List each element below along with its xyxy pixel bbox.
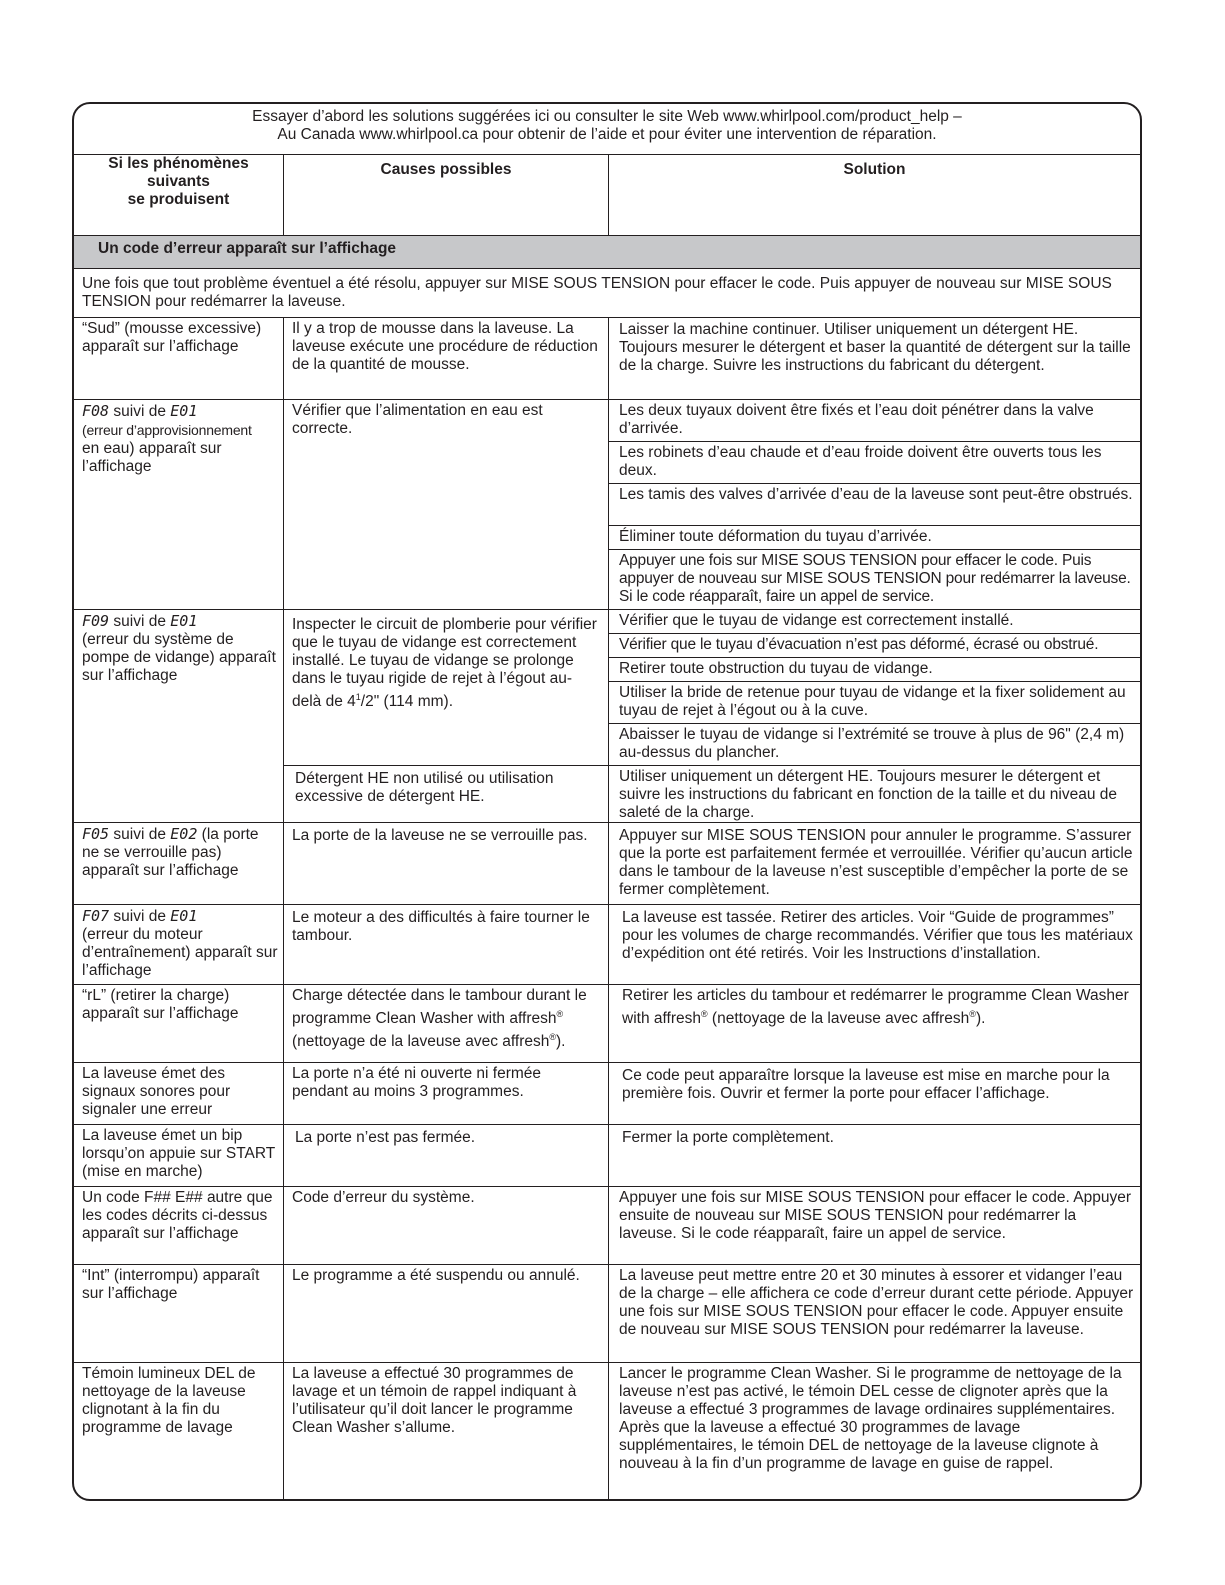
solution-item: Retirer toute obstruction du tuyau de vidange. bbox=[609, 658, 1140, 682]
solution-cell bbox=[609, 400, 1140, 610]
table-row bbox=[74, 400, 1140, 610]
cause-cell: La porte n’est pas fermée. bbox=[284, 1125, 609, 1187]
solution-cell: La laveuse est tassée. Retirer des articles. Voir “Guide de programmes” pour les volumes de charge recommandés. Vérifier que tous les matériaux d’expédition ont été retirés. Voir les Instructions d’installation. bbox=[609, 905, 1140, 985]
troubleshooting-page bbox=[72, 102, 1138, 1501]
error-code: F05 bbox=[82, 825, 110, 843]
header-solution: Solution bbox=[609, 155, 1140, 236]
solution-item: Utiliser la bride de retenue pour tuyau de vidange et la fixer solidement au tuyau de rejet à l’égout ou à la cuve. bbox=[609, 682, 1140, 724]
solution-cell: La laveuse peut mettre entre 20 et 30 minutes à essorer et vidanger l’eau de la charge – elle affichera ce code d’erreur durant cette période. Appuyer une fois sur MISE SOUS TENSION pour effacer le code. Appuyer ensuite de nouveau sur MISE SOUS TENSION pour redémarrer la laveuse. bbox=[609, 1265, 1140, 1363]
symptom-cell: “rL” (retirer la charge) apparaît sur l’affichage bbox=[74, 985, 284, 1063]
cause-cell: Code d’erreur du système. bbox=[284, 1187, 609, 1265]
table-row bbox=[74, 1265, 1140, 1363]
intro-line-2: Au Canada www.whirlpool.ca pour obtenir de l’aide et pour éviter une intervention de réparation. bbox=[277, 126, 937, 143]
solution-cell: Lancer le programme Clean Washer. Si le programme de nettoyage de la laveuse n’est pas activé, le témoin DEL cesse de clignoter après que la laveuse a effectué 3 programmes de lavage ordinaires supplémentaires. Après que la laveuse a effectué 30 programmes de lavage supplémentaires, le témoin DEL de nettoyage de la laveuse clignote à nouveau à la fin d’un programme de lavage en guise de rappel. bbox=[619, 1365, 1122, 1472]
error-code: E01 bbox=[170, 612, 198, 630]
table-row bbox=[74, 1363, 1140, 1499]
symptom-cell: Témoin lumineux DEL de nettoyage de la laveuse clignotant à la fin du programme de lavage bbox=[74, 1363, 284, 1499]
symptom-cell: F08 suivi de E01 (erreur d’approvisionnement en eau) apparaît sur l’affichage bbox=[74, 400, 284, 610]
table-row bbox=[74, 905, 1140, 985]
solution-cell: Appuyer sur MISE SOUS TENSION pour annuler le programme. S’assurer que la porte est parfaitement fermée et verrouillée. Vérifier qu’aucun article dans le tambour de la laveuse n’est susceptible d’empêcher la porte de se fermer complètement. bbox=[609, 823, 1140, 905]
solution-cell: Fermer la porte complètement. bbox=[609, 1125, 1140, 1187]
cause-cell: Le moteur a des difficultés à faire tourner le tambour. bbox=[284, 905, 609, 985]
symptom-cell: Un code F## E## autre que les codes décrits ci-dessus apparaît sur l’affichage bbox=[74, 1187, 284, 1265]
table-row bbox=[74, 1063, 1140, 1125]
symptom-cell: “Sud” (mousse excessive) apparaît sur l’affichage bbox=[74, 318, 284, 400]
symptom-cell: La laveuse émet des signaux sonores pour signaler une erreur bbox=[74, 1063, 284, 1125]
intro-text bbox=[74, 104, 1140, 155]
symptom-cell: F05 suivi de E02 (la porte ne se verrouille pas) apparaît sur l’affichage bbox=[74, 823, 284, 905]
cause-cell: Il y a trop de mousse dans la laveuse. La laveuse exécute une procédure de réduction de la quantité de mousse. bbox=[284, 318, 609, 400]
solution-cell: Ce code peut apparaître lorsque la laveuse est mise en marche pour la première fois. Ouvrir et fermer la porte pour effacer l’affichage. bbox=[609, 1063, 1140, 1125]
cause-cell: Inspecter le circuit de plomberie pour vérifier que le tuyau de vidange est correctement installé. Le tuyau de vidange se prolonge dans le tuyau rigide de rejet à l’égout au-delà de $4^1/2$" (114 mm). bbox=[284, 610, 609, 766]
solution-item: Les deux tuyaux doivent être fixés et l’eau doit pénétrer dans la valve d’arrivée. bbox=[609, 400, 1140, 442]
symptom-cell: F07 suivi de E01 (erreur du moteur d’entraînement) apparaît sur l’affichage bbox=[74, 905, 284, 985]
symptom-cell: “Int” (interrompu) apparaît sur l’affichage bbox=[74, 1265, 284, 1363]
table-row bbox=[74, 318, 1140, 400]
cause-cell: La laveuse a effectué 30 programmes de lavage et un témoin de rappel indiquant à l’utilisateur qu’il doit lancer le programme Clean Washer s’allume. bbox=[284, 1363, 609, 1499]
cause-cell: Charge détectée dans le tambour durant le programme Clean Washer with affresh® (nettoyage de la laveuse avec affresh®). bbox=[284, 985, 609, 1063]
solution-list bbox=[609, 400, 1140, 609]
cause-cell: La porte n’a été ni ouverte ni fermée pendant au moins 3 programmes. bbox=[284, 1063, 609, 1125]
solution-item: Les robinets d’eau chaude et d’eau froide doivent être ouverts tous les deux. bbox=[609, 442, 1140, 484]
intro-line-1: Essayer d’abord les solutions suggérées ici ou consulter le site Web www.whirlpool.com/product_help – bbox=[252, 108, 962, 125]
solution-item: Les tamis des valves d’arrivée d’eau de la laveuse sont peut-être obstrués. bbox=[609, 484, 1140, 526]
cause-cell: La porte de la laveuse ne se verrouille pas. bbox=[284, 823, 609, 905]
solution-item: Abaisser le tuyau de vidange si l’extrémité se trouve à plus de 96" (2,4 m) au-dessus du plancher. bbox=[619, 726, 1125, 761]
header-symptom: Si les phénomènes suivants se produisent bbox=[74, 155, 284, 236]
table-row bbox=[74, 823, 1140, 905]
table-row bbox=[74, 610, 1140, 766]
error-code: E02 bbox=[170, 825, 198, 843]
solution-cell bbox=[609, 610, 1140, 766]
cause-cell: Vérifier que l’alimentation en eau est correcte. bbox=[284, 400, 609, 610]
solution-cell: Utiliser uniquement un détergent HE. Toujours mesurer le détergent et suivre les instructions du fabricant en fonction de la taille et du niveau de saleté de la charge. bbox=[609, 766, 1140, 823]
solution-cell: Retirer les articles du tambour et redémarrer le programme Clean Washer with affresh® (nettoyage de la laveuse avec affresh®). bbox=[609, 985, 1140, 1063]
header-causes: Causes possibles bbox=[284, 155, 609, 236]
symptom-cell: F09 suivi de E01 (erreur du système de pompe de vidange) apparaît sur l’affichage bbox=[74, 610, 284, 823]
symptom-cell: La laveuse émet un bip lorsqu’on appuie sur START (mise en marche) bbox=[74, 1125, 284, 1187]
section-note: Une fois que tout problème éventuel a été résolu, appuyer sur MISE SOUS TENSION pour effacer le code. Puis appuyer de nouveau sur MISE SOUS TENSION pour redémarrer la laveuse. bbox=[74, 269, 1140, 318]
table-row bbox=[74, 985, 1140, 1063]
error-code: F09 bbox=[82, 612, 110, 630]
solution-list bbox=[609, 610, 1140, 765]
solution-item: Vérifier que le tuyau de vidange est correctement installé. bbox=[609, 610, 1140, 634]
table-row bbox=[74, 1187, 1140, 1265]
cause-cell: Détergent HE non utilisé ou utilisation excessive de détergent HE. bbox=[284, 766, 609, 823]
error-code: E01 bbox=[170, 907, 198, 925]
cause-cell: Le programme a été suspendu ou annulé. bbox=[284, 1265, 609, 1363]
troubleshooting-table bbox=[72, 102, 1142, 1501]
table-row bbox=[74, 1125, 1140, 1187]
solution-cell: Laisser la machine continuer. Utiliser uniquement un détergent HE. Toujours mesurer le détergent et baser la quantité de détergent sur la taille de la charge. Suivre les instructions du fabricant du détergent. bbox=[609, 318, 1140, 400]
section-title: Un code d’erreur apparaît sur l’affichage bbox=[74, 236, 1140, 269]
error-code: E01 bbox=[170, 402, 198, 420]
solution-cell: Appuyer une fois sur MISE SOUS TENSION pour effacer le code. Appuyer ensuite de nouveau sur MISE SOUS TENSION pour redémarrer la laveuse. Si le code réapparaît, faire un appel de service. bbox=[609, 1187, 1140, 1265]
error-code: F07 bbox=[82, 907, 110, 925]
error-code: F08 bbox=[82, 402, 110, 420]
solution-item: Éliminer toute déformation du tuyau d’arrivée. bbox=[609, 526, 1140, 550]
solution-item: Vérifier que le tuyau d’évacuation n’est pas déformé, écrasé ou obstrué. bbox=[609, 634, 1140, 658]
solution-item: Appuyer une fois sur MISE SOUS TENSION pour effacer le code. Puis appuyer de nouveau sur MISE SOUS TENSION pour redémarrer la laveuse. Si le code réapparaît, faire un appel de service. bbox=[619, 552, 1131, 605]
